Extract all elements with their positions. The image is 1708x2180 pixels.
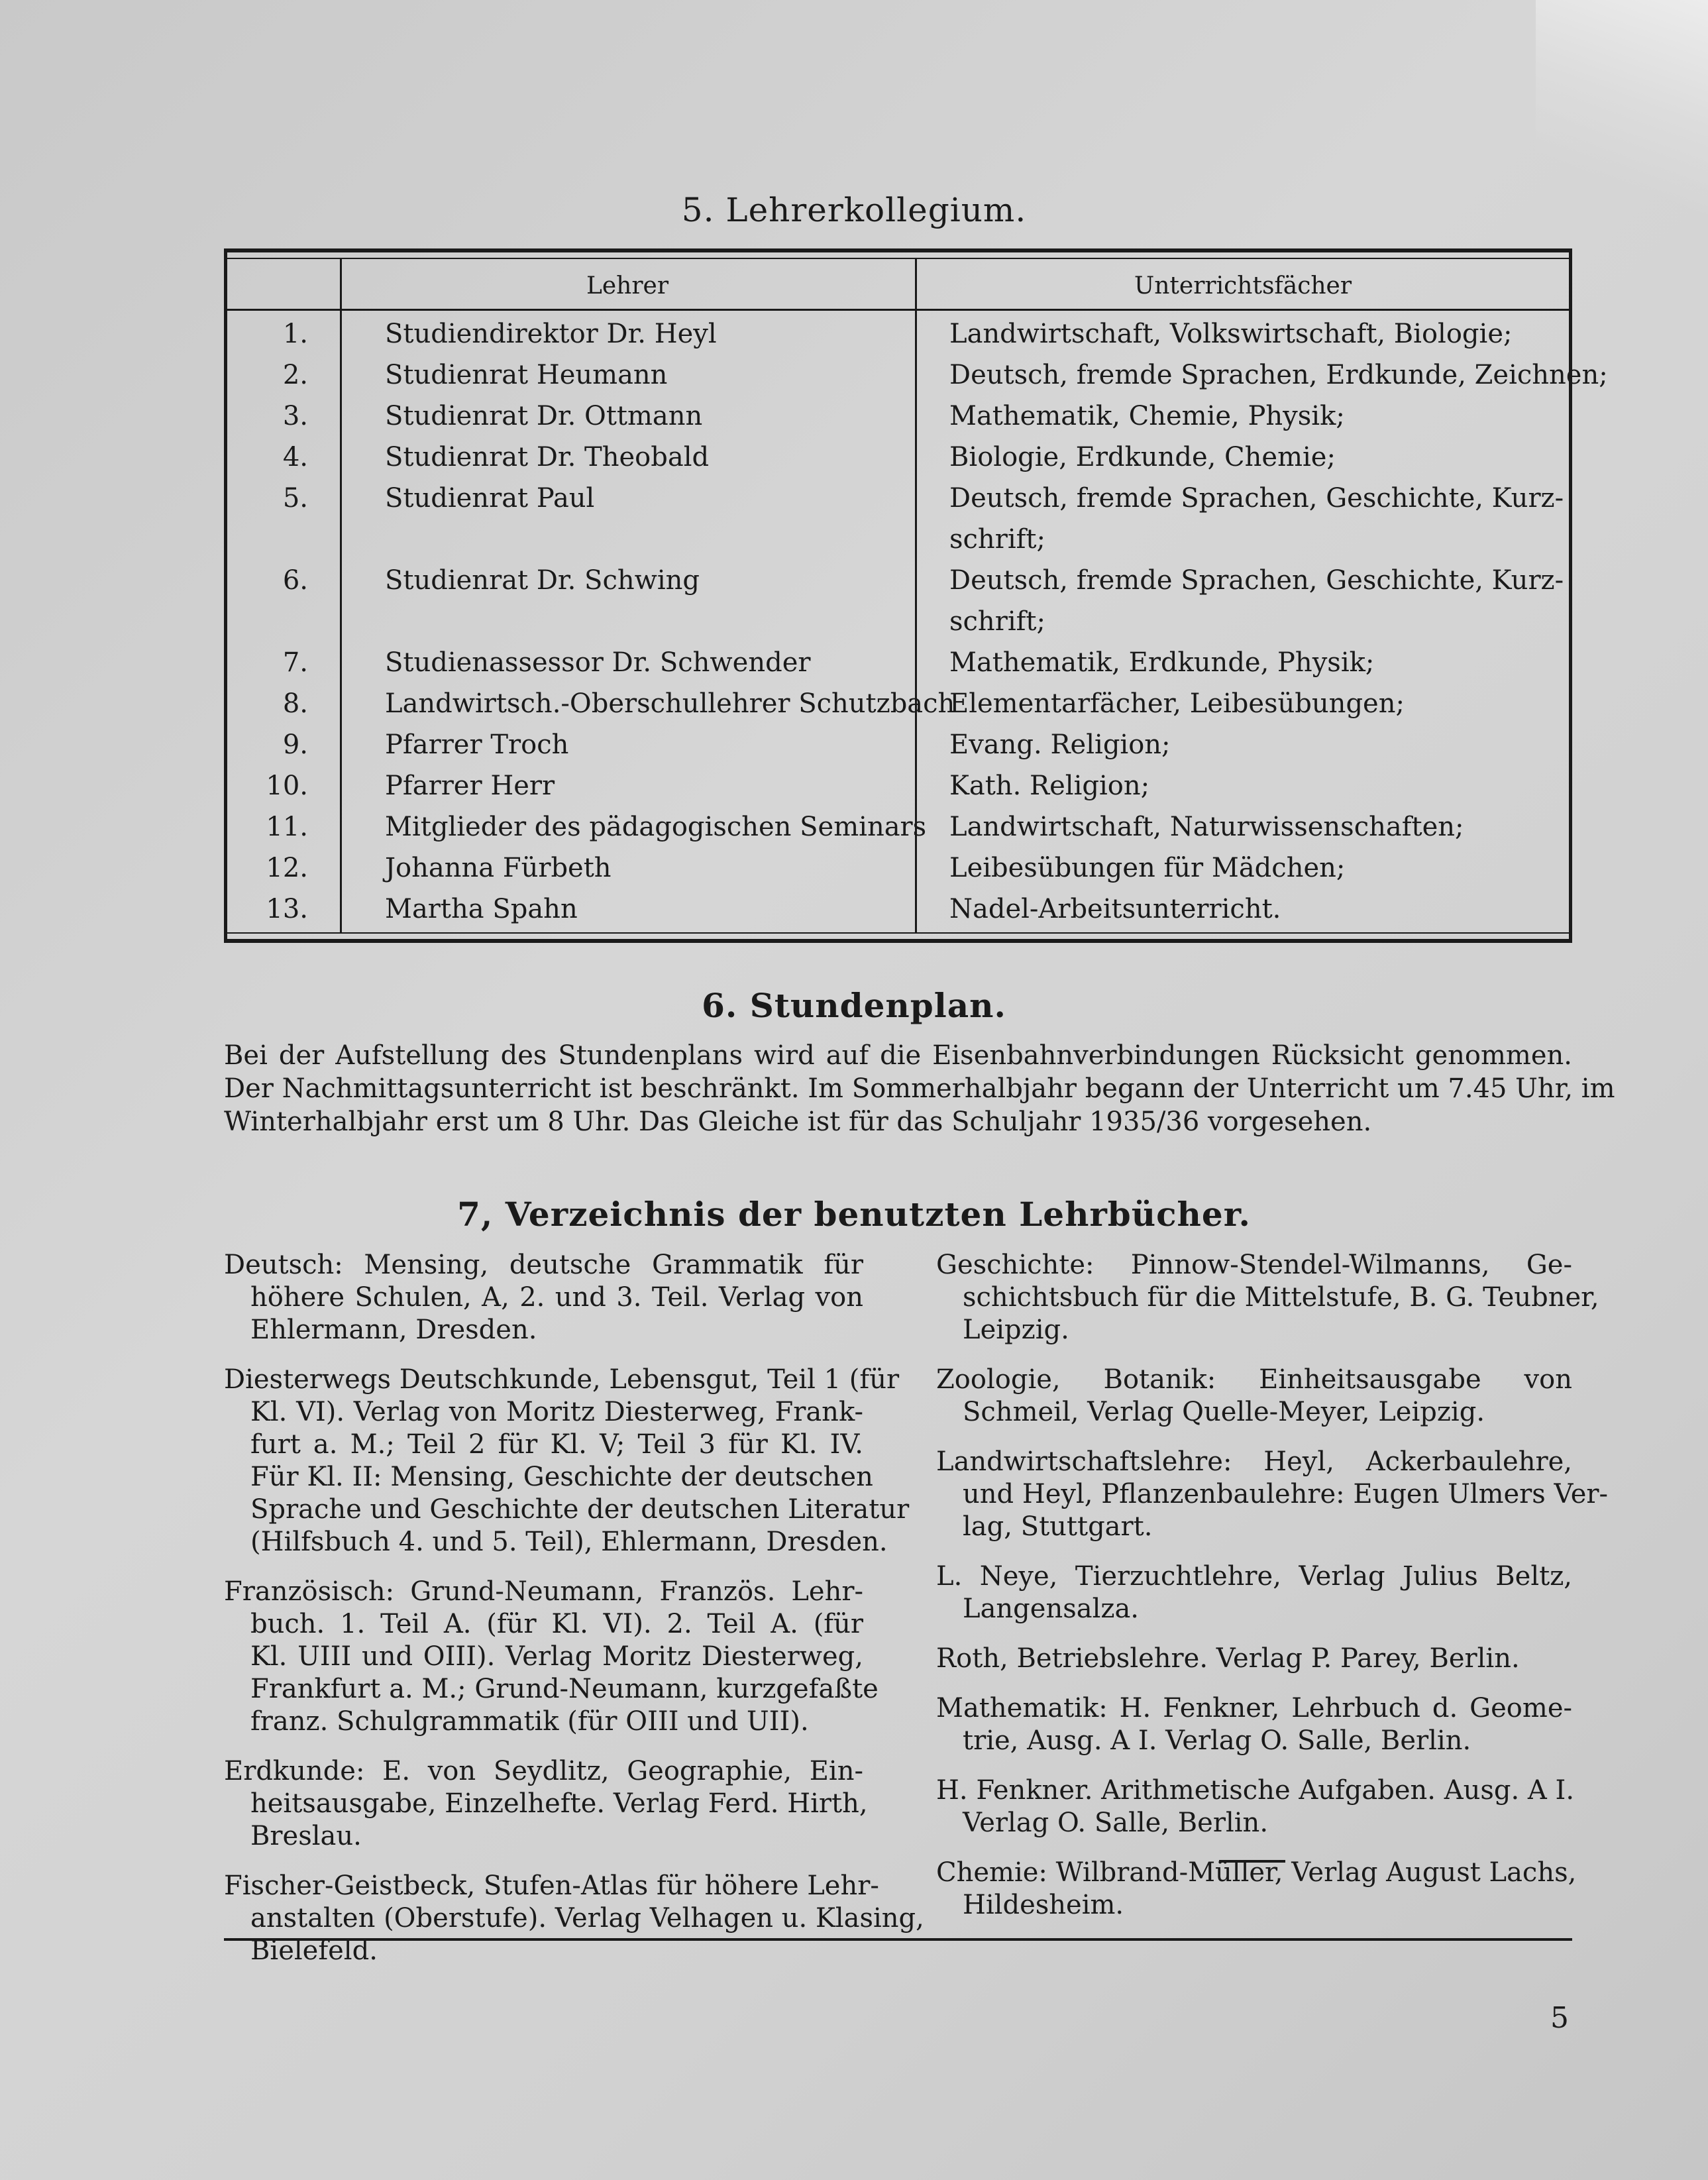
textbook-line: buch. 1. Teil A. (für Kl. VI). 2. Teil A. (für <box>250 1609 863 1639</box>
table-row <box>227 894 1569 935</box>
textbook-line: Langensalza. <box>963 1594 1140 1624</box>
paragraph-line: Der Nachmittagsunterricht ist beschränkt. Im Sommerhalbjahr begann der Unterricht um 7.45 Uhr, im <box>224 1073 1615 1104</box>
textbook-line: Geschichte: Pinnow-Stendel-Wilmanns, Ge- <box>936 1250 1572 1280</box>
row-number: 10. <box>266 771 308 801</box>
textbook-line: Frankfurt a. M.; Grund-Neumann, kurzgefaßte <box>250 1674 879 1704</box>
schedule-paragraph <box>224 1039 1615 1138</box>
teacher-name: Studienrat Dr. Ottmann <box>385 401 703 431</box>
section-5-heading: 5. Lehrerkollegium. <box>681 191 1027 229</box>
textbook-line: Diesterwegs Deutschkunde, Lebensgut, Teil 1 (für <box>224 1364 900 1395</box>
teacher-name: Studienrat Heumann <box>385 360 668 390</box>
teacher-name: Pfarrer Herr <box>385 771 555 801</box>
teacher-subjects: Mathematik, Erdkunde, Physik; <box>949 647 1375 678</box>
textbook-line: Verlag O. Salle, Berlin. <box>963 1808 1269 1838</box>
textbook-line: Roth, Betriebslehre. Verlag P. Parey, Berlin. <box>936 1643 1520 1674</box>
row-number: 13. <box>266 894 308 924</box>
textbook-line: und Heyl, Pflanzenbaulehre: Eugen Ulmers Ver- <box>963 1479 1609 1509</box>
teacher-subjects: Deutsch, fremde Sprachen, Geschichte, Kurz- <box>949 483 1564 514</box>
textbook-line: Ehlermann, Dresden. <box>250 1315 537 1345</box>
teacher-subjects: Landwirtschaft, Volkswirtschaft, Biologie; <box>949 319 1513 349</box>
textbook-entry <box>936 1692 1572 1757</box>
table-row <box>227 771 1569 812</box>
teacher-name: Studienrat Dr. Schwing <box>385 565 700 596</box>
row-number: 7. <box>282 647 308 678</box>
textbook-list-right <box>936 1249 1609 1939</box>
teacher-subjects: Kath. Religion; <box>949 771 1150 801</box>
textbook-line: Schmeil, Verlag Quelle-Meyer, Leipzig. <box>963 1397 1485 1427</box>
teacher-name: Martha Spahn <box>385 894 578 924</box>
paragraph-line: Bei der Aufstellung des Stundenplans wird auf die Eisenbahnverbindungen Rücksicht genommen. <box>224 1040 1572 1071</box>
textbook-entry <box>936 1857 1577 1922</box>
textbook-line: anstalten (Oberstufe). Verlag Velhagen u. Klasing, <box>250 1903 924 1934</box>
teacher-subjects-continued: schrift; <box>949 524 1045 555</box>
table-row <box>227 853 1569 894</box>
table-row <box>227 483 1569 555</box>
teacher-subjects: Deutsch, fremde Sprachen, Geschichte, Kurz- <box>949 565 1564 596</box>
textbook-line: Zoologie, Botanik: Einheitsausgabe von <box>936 1364 1572 1395</box>
row-number: 6. <box>282 565 308 596</box>
row-number: 9. <box>282 730 308 760</box>
section-7-heading: 7, Verzeichnis der benutzten Lehrbücher. <box>457 1195 1251 1234</box>
teacher-subjects: Biologie, Erdkunde, Chemie; <box>949 442 1336 472</box>
page-number: 5 <box>1550 2001 1569 2035</box>
teacher-name: Studiendirektor Dr. Heyl <box>385 319 717 349</box>
row-number: 3. <box>282 401 308 431</box>
textbook-entry <box>936 1249 1599 1346</box>
textbook-line: lag, Stuttgart. <box>963 1511 1153 1542</box>
textbook-entry <box>936 1643 1572 1675</box>
textbook-line: Mathematik: H. Fenkner, Lehrbuch d. Geome- <box>936 1693 1572 1723</box>
textbook-list-left <box>224 1249 924 1985</box>
teacher-subjects: Landwirtschaft, Naturwissenschaften; <box>949 812 1464 842</box>
teacher-subjects: Deutsch, fremde Sprachen, Erdkunde, Zeichnen; <box>949 360 1608 390</box>
textbook-entry <box>936 1774 1575 1839</box>
table-row <box>227 812 1569 853</box>
column-header-subjects: Unterrichtsfächer <box>1134 272 1352 300</box>
teacher-subjects: Mathematik, Chemie, Physik; <box>949 401 1345 431</box>
textbook-entry <box>224 1576 879 1738</box>
textbook-line: Chemie: Wilbrand-Müller, Verlag August Lachs, <box>936 1857 1577 1888</box>
teacher-table <box>224 248 1608 943</box>
teacher-name: Studienassessor Dr. Schwender <box>385 647 811 678</box>
teacher-name: Studienrat Paul <box>385 483 595 514</box>
row-number: 8. <box>282 688 308 719</box>
teacher-name: Mitglieder des pädagogischen Seminars <box>385 812 927 842</box>
teacher-name: Studienrat Dr. Theobald <box>385 442 710 472</box>
footer-rule <box>224 1938 1572 1941</box>
teacher-subjects: Elementarfächer, Leibesübungen; <box>949 688 1405 719</box>
table-row <box>227 360 1608 401</box>
textbook-entry <box>224 1364 910 1558</box>
textbook-line: Sprache und Geschichte der deutschen Literatur <box>250 1494 910 1525</box>
textbook-line: Fischer-Geistbeck, Stufen-Atlas für höhere Lehr- <box>224 1871 879 1901</box>
table-row <box>227 319 1569 360</box>
textbook-entry <box>936 1560 1572 1625</box>
textbook-line: franz. Schulgrammatik (für OIII und UII). <box>250 1706 809 1737</box>
paragraph-line: Winterhalbjahr erst um 8 Uhr. Das Gleiche ist für das Schuljahr 1935/36 vorgesehen. <box>224 1107 1372 1137</box>
end-rule <box>1219 1860 1285 1863</box>
teacher-name: Pfarrer Troch <box>385 730 569 760</box>
textbook-entry <box>936 1446 1609 1543</box>
section-6-heading: 6. Stundenplan. <box>702 986 1006 1025</box>
teacher-name: Landwirtsch.-Oberschullehrer Schutzbach <box>385 688 955 719</box>
textbook-line: Erdkunde: E. von Seydlitz, Geographie, Ein- <box>224 1756 863 1786</box>
textbook-line: Kl. VI). Verlag von Moritz Diesterweg, Frank- <box>250 1397 863 1427</box>
teacher-subjects: Leibesübungen für Mädchen; <box>949 853 1346 883</box>
textbook-entry <box>224 1249 863 1346</box>
textbook-line: höhere Schulen, A, 2. und 3. Teil. Verlag von <box>250 1282 863 1313</box>
teacher-subjects-continued: schrift; <box>949 606 1045 637</box>
textbook-line: furt a. M.; Teil 2 für Kl. V; Teil 3 für Kl. IV. <box>250 1429 863 1460</box>
table-row <box>227 730 1569 771</box>
textbook-line: heitsausgabe, Einzelhefte. Verlag Ferd. Hirth, <box>250 1788 868 1819</box>
textbook-entry <box>224 1755 868 1853</box>
textbook-line: Deutsch: Mensing, deutsche Grammatik für <box>224 1250 863 1280</box>
row-number: 11. <box>266 812 308 842</box>
textbook-line: Kl. UIII und OIII). Verlag Moritz Diesterweg, <box>250 1641 863 1672</box>
textbook-line: Landwirtschaftslehre: Heyl, Ackerbaulehre, <box>936 1446 1572 1477</box>
textbook-line: trie, Ausg. A I. Verlag O. Salle, Berlin. <box>963 1725 1471 1756</box>
column-header-teacher: Lehrer <box>586 272 669 300</box>
textbook-line: schichtsbuch für die Mittelstufe, B. G. Teubner, <box>963 1282 1599 1313</box>
teacher-subjects: Evang. Religion; <box>949 730 1171 760</box>
row-number: 2. <box>282 360 308 390</box>
teacher-name: Johanna Fürbeth <box>385 853 612 883</box>
textbook-line: Bielefeld. <box>250 1935 378 1966</box>
row-number: 4. <box>282 442 308 472</box>
textbook-line: L. Neye, Tierzuchtlehre, Verlag Julius Beltz, <box>936 1561 1572 1592</box>
teacher-subjects: Nadel-Arbeitsunterricht. <box>949 894 1281 924</box>
textbook-entry <box>936 1364 1572 1429</box>
textbook-line: (Hilfsbuch 4. und 5. Teil), Ehlermann, Dresden. <box>250 1527 888 1557</box>
table-row <box>227 688 1569 730</box>
row-number: 12. <box>266 853 308 883</box>
textbook-line: Leipzig. <box>963 1315 1069 1345</box>
table-row <box>227 647 1569 688</box>
textbook-line: Für Kl. II: Mensing, Geschichte der deutschen <box>250 1462 873 1492</box>
table-row <box>227 442 1569 483</box>
row-number: 5. <box>282 483 308 514</box>
textbook-line: Französisch: Grund-Neumann, Französ. Lehr- <box>224 1576 863 1607</box>
table-row <box>227 401 1569 442</box>
textbook-line: Hildesheim. <box>963 1890 1124 1920</box>
textbook-line: H. Fenkner. Arithmetische Aufgaben. Ausg. A I. <box>936 1775 1575 1806</box>
table-row <box>227 565 1569 637</box>
textbook-line: Breslau. <box>250 1821 362 1851</box>
textbook-entry <box>224 1870 924 1967</box>
row-number: 1. <box>282 319 308 349</box>
